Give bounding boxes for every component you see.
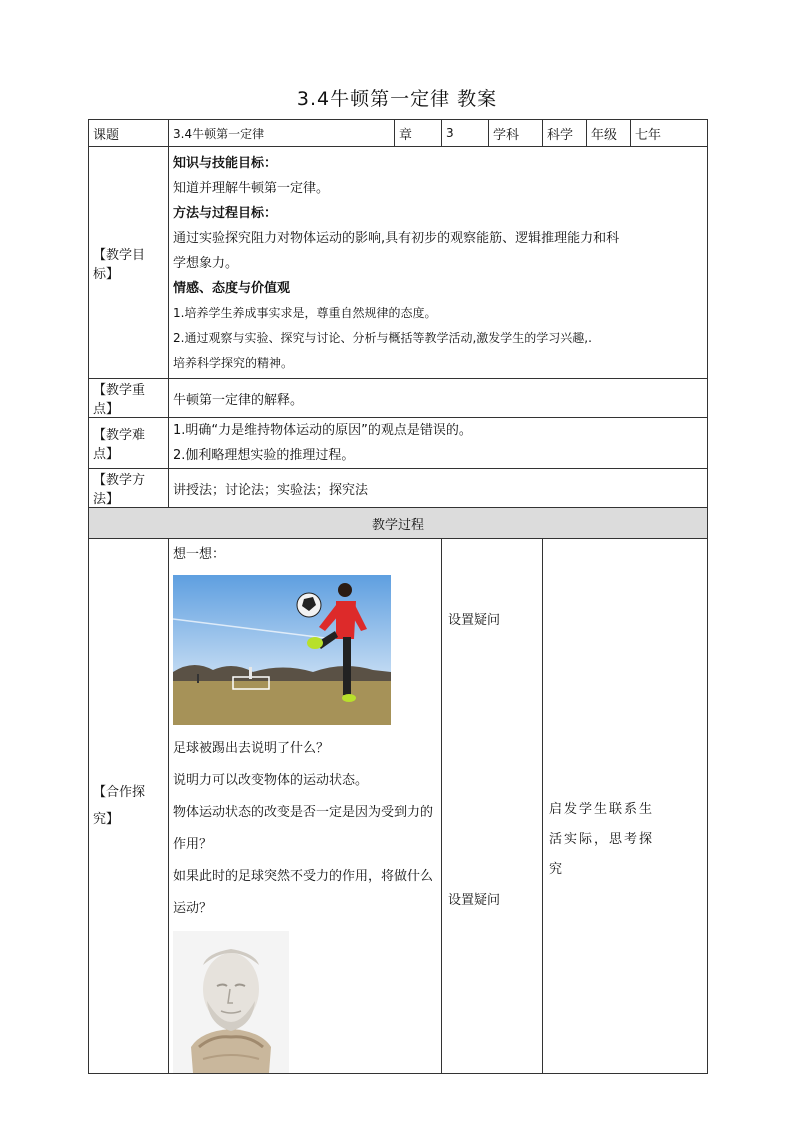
methods-text: 讲授法；讨论法；实验法；探究法 bbox=[169, 469, 708, 508]
chapter-label: 章 bbox=[395, 120, 442, 147]
subject-value: 科学 bbox=[543, 120, 587, 147]
methods-label: 【教学方法】 bbox=[89, 469, 169, 508]
difficulty-item-2: 2.伽利略理想实验的推理过程。 bbox=[173, 448, 355, 463]
student-activity-cell bbox=[543, 539, 708, 1074]
goals-row bbox=[89, 147, 708, 379]
think-prompt: 想一想： bbox=[173, 547, 226, 562]
process-band-row bbox=[89, 508, 708, 539]
chapter-value: 3 bbox=[442, 120, 489, 147]
emotion-item-1: 1.培养学生养成事实求是，尊重自然规律的态度。 bbox=[173, 306, 437, 320]
soccer-photo bbox=[173, 575, 391, 725]
knowledge-text: 知道并理解牛顿第一定律。 bbox=[173, 181, 330, 196]
grade-value: 七年 bbox=[631, 120, 708, 147]
grade-label: 年级 bbox=[587, 120, 631, 147]
emotion-item-2a: 2.通过观察与实验、探究与讨论、分析与概括等教学活动,激发学生的学习兴趣,. bbox=[173, 331, 592, 345]
student-activity-text: 启发学生联系生活实际，思考探究 bbox=[549, 802, 655, 877]
header-row bbox=[89, 120, 708, 147]
emotion-heading: 情感、态度与价值观 bbox=[173, 281, 291, 296]
process-band-title: 教学过程 bbox=[89, 508, 708, 539]
goals-content bbox=[169, 147, 708, 379]
knowledge-heading: 知识与技能目标： bbox=[173, 156, 278, 171]
question-2: 物体运动状态的改变是否一定是因为受到力的作用？ bbox=[173, 805, 434, 852]
difficulty-item-1: 1.明确“力是维持物体运动的原因”的观点是错误的。 bbox=[173, 423, 472, 438]
answer-1: 说明力可以改变物体的运动状态。 bbox=[173, 773, 369, 788]
subject-label: 学科 bbox=[489, 120, 543, 147]
key-point-text: 牛顿第一定律的解释。 bbox=[169, 379, 708, 418]
key-point-row bbox=[89, 379, 708, 418]
method-text-line-1: 通过实验探究阻力对物体运动的影响,具有初步的观察能筋、逻辑推理能力和科 bbox=[173, 231, 620, 246]
question-1: 足球被踢出去说明了什么？ bbox=[173, 741, 330, 756]
aristotle-bust-photo bbox=[173, 931, 289, 1073]
methods-row bbox=[89, 469, 708, 508]
method-heading: 方法与过程目标： bbox=[173, 206, 278, 221]
topic-value: 3.4牛顿第一定律 bbox=[169, 120, 395, 147]
difficulty-content bbox=[169, 418, 708, 469]
teacher-activity-2: 设置疑问 bbox=[448, 893, 501, 908]
difficulty-row bbox=[89, 418, 708, 469]
teacher-activity-cell bbox=[442, 539, 543, 1074]
teacher-activity-1: 设置疑问 bbox=[448, 613, 501, 628]
process-row bbox=[89, 539, 708, 1074]
page-title: 3.4牛顿第一定律 教案 bbox=[296, 88, 498, 110]
goals-label: 【教学目标】 bbox=[89, 147, 169, 379]
process-label: 【合作探究】 bbox=[89, 539, 169, 1074]
lesson-plan-table bbox=[88, 119, 708, 1074]
emotion-item-2b: 培养科学探究的精神。 bbox=[173, 356, 294, 370]
difficulty-label: 【教学难点】 bbox=[89, 418, 169, 469]
process-content bbox=[169, 539, 442, 1074]
question-3: 如果此时的足球突然不受力的作用，将做什么运动？ bbox=[173, 869, 434, 916]
topic-label: 课题 bbox=[89, 120, 169, 147]
method-text-line-2: 学想象力。 bbox=[173, 256, 239, 271]
key-point-label: 【教学重点】 bbox=[89, 379, 169, 418]
